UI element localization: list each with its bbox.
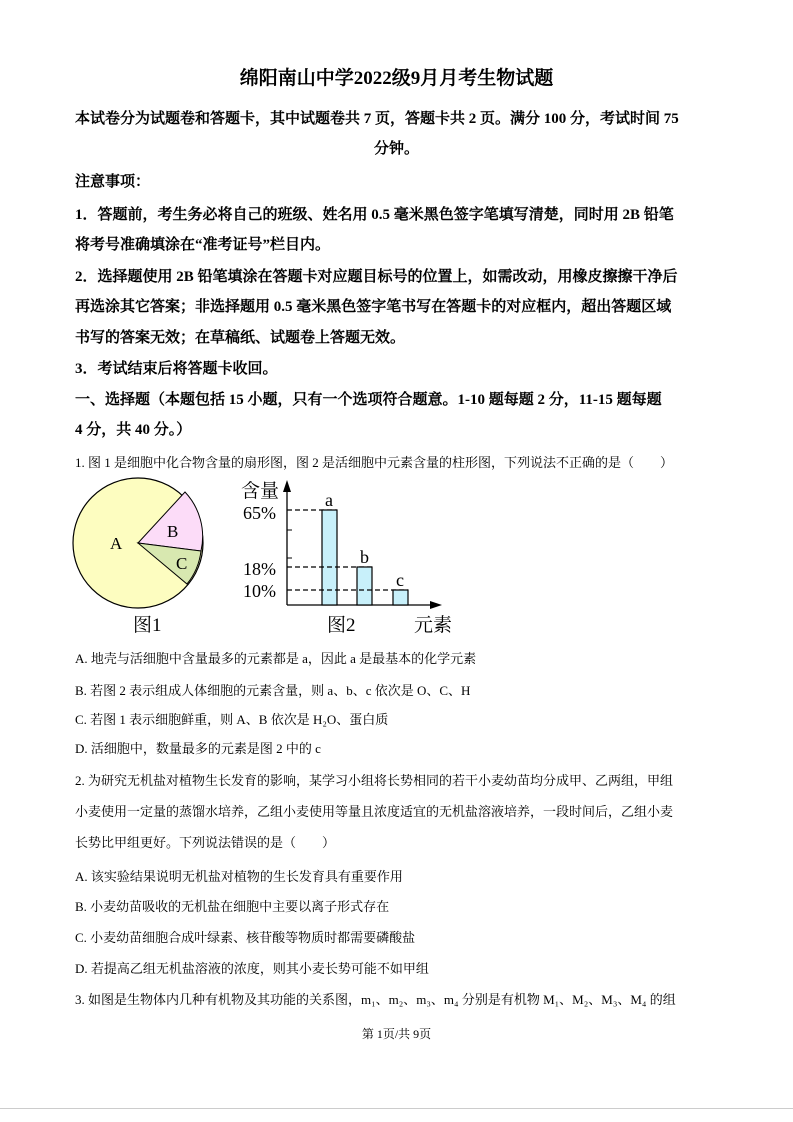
- bar-label: a: [325, 490, 333, 510]
- note-line: 2．选择题使用 2B 铅笔填涂在答题卡对应题目标号的位置上，如需改动，用橡皮擦擦干净后: [75, 269, 678, 285]
- pie-label-a: A: [110, 534, 123, 553]
- option-d: D. 活细胞中，数量最多的元素是图 2 中的 c: [75, 741, 321, 756]
- notes-heading: 注意事项：: [75, 174, 151, 190]
- bar-caption: 图2: [327, 615, 356, 636]
- option-b: B. 若图 2 表示组成人体细胞的元素含量，则 a、b、c 依次是 O、C、H: [75, 683, 471, 698]
- option-a: A. 该实验结果说明无机盐对植物的生长发育具有重要作用: [75, 869, 403, 884]
- pie-caption: 图1: [133, 615, 162, 636]
- option-c: C. 小麦幼苗细胞合成叶绿素、核苷酸等物质时都需要磷酸盐: [75, 930, 416, 945]
- bar-label: b: [360, 547, 369, 567]
- y-axis-label: 含量: [241, 481, 280, 502]
- option-c: C. 若图 1 表示细胞鲜重，则 A、B 依次是 H₂O、蛋白质: [75, 712, 389, 727]
- y-axis-arrow: [283, 480, 291, 492]
- y-tick-label: 10%: [243, 581, 276, 601]
- note-line: 3．考试结束后将答题卡收回。: [75, 361, 278, 377]
- question-stem: 小麦使用一定量的蒸馏水培养，乙组小麦使用等量且浓度适宜的无机盐溶液培养，一段时间后，乙组小麦: [75, 804, 674, 819]
- section-heading: 一、选择题（本题包括 15 小题，只有一个选项符合题意。1-10 题每题 2 分，11-15 题每题: [75, 392, 662, 408]
- question-stem: 长势比甲组更好。下列说法错误的是（ ）: [75, 835, 336, 850]
- note-line: 1．答题前，考生务必将自己的班级、姓名用 0.5 毫米黑色签字笔填写清楚，同时用 2B 铅笔: [75, 207, 674, 223]
- option-a: A. 地壳与活细胞中含量最多的元素都是 a，因此 a 是最基本的化学元素: [75, 651, 477, 666]
- pie-chart: [73, 478, 203, 636]
- page-footer: 第 1页/共 9页: [361, 1027, 432, 1041]
- pie-label-c: C: [176, 554, 188, 573]
- intro-line: 本试卷分为试题卷和答题卡，其中试题卷共 7 页，答题卡共 2 页。满分 100 分，考试时间 75: [75, 111, 679, 127]
- pie-label-b: B: [167, 522, 179, 541]
- page-title: 绵阳南山中学2022级9月月考生物试题: [239, 68, 554, 89]
- question-stem: 2. 为研究无机盐对植物生长发育的影响，某学习小组将长势相同的若干小麦幼苗均分成甲、乙两组，甲组: [75, 773, 674, 788]
- bar-c: [393, 590, 408, 605]
- note-line: 将考号准确填涂在“准考证号”栏目内。: [75, 237, 331, 253]
- question-stem: 3. 如图是生物体内几种有机物及其功能的关系图，m₁、m₂、m₃、m₄ 分别是有机物 M₁、M₂、M₃、M₄ 的组: [75, 992, 676, 1007]
- option-b: B. 小麦幼苗吸收的无机盐在细胞中主要以离子形式存在: [75, 899, 390, 914]
- question-stem: 1. 图 1 是细胞中化合物含量的扇形图，图 2 是活细胞中元素含量的柱形图，下列说法不正确的是（ ）: [75, 455, 674, 470]
- option-d: D. 若提高乙组无机盐溶液的浓度，则其小麦长势可能不如甲组: [75, 961, 429, 976]
- y-tick-label: 65%: [243, 503, 276, 523]
- bar-a: [322, 510, 337, 605]
- x-axis-arrow: [430, 601, 442, 609]
- y-tick-label: 18%: [243, 559, 276, 579]
- x-axis-label: 元素: [414, 615, 453, 636]
- section-heading: 4 分，共 40 分。）: [75, 422, 192, 438]
- intro-line: 分钟。: [373, 141, 419, 157]
- bar-b: [357, 567, 372, 605]
- bar-chart: [241, 480, 452, 636]
- question-1-figure: [60, 470, 460, 640]
- bar-label: c: [396, 570, 404, 590]
- note-line: 书写的答案无效；在草稿纸、试题卷上答题无效。: [75, 330, 406, 346]
- bottom-divider: [0, 1108, 793, 1109]
- note-line: 再选涂其它答案；非选择题用 0.5 毫米黑色签字笔书写在答题卡的对应框内，超出答题区域: [75, 299, 672, 315]
